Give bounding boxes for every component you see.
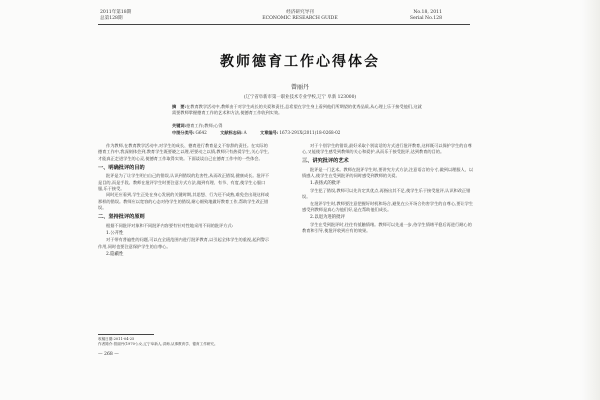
subsection-heading: 1.公开性 — [106, 230, 124, 236]
header-journal-cn: 经济研究导刊 — [286, 10, 314, 15]
document-code-value: A — [243, 130, 247, 135]
section-heading: 二、坚持批评的原则 — [98, 214, 145, 221]
header-issue-line1: 2011年第18期 — [100, 10, 132, 15]
body-paragraph: 批评是一门艺术。教师在批评学生时,要讲究方式方法,注意语言的分寸,做到以理服人、以情感人,使学生在受到批评的同时感受到教师的关爱。 — [302, 166, 474, 179]
author-affiliation: (辽宁省阜新市第一职业技术专业学校,辽宁 阜新 123000) — [243, 95, 357, 100]
body-paragraph: 对于带有普遍性的问题,可以在全班范围内进行批评教育,以引起全体学生的重视,起到警示作用,同时也要注意保护学生的自尊心。 — [98, 237, 270, 249]
header-issue-en-line2: Serial No.128 — [409, 16, 442, 21]
header-issue-en — [410, 10, 442, 22]
subsection-heading: 2.隐蔽性 — [106, 251, 124, 257]
article-title: 教师德育工作心得体会 — [220, 54, 380, 70]
body-paragraph: 学生在受到批评时,往往有抵触情绪。教师可以先退一步,待学生情绪平稳后再进行耐心的教育和引导,使批评收到应有的效果。 — [302, 222, 472, 234]
footnote-received: 收稿日期:2011-04-25 — [98, 337, 135, 341]
header-issue-line2: 总第128期 — [100, 16, 123, 21]
header-journal-en: ECONOMIC RESEARCH GUIDE — [262, 16, 338, 21]
footnote-author-bio: 作者简介:曾丽丹(1970-),女,辽宁阜新人,讲师,从事教育学、德育工作研究。 — [98, 342, 218, 346]
body-paragraph: 同时还应看到,学生正处在身心发展的关键时期,其思想、行为还不成熟,难免会出现这样或那样的错误。教师应以宽容的心态对待学生的错误,耐心细致地做好教育工作,帮助学生改正错误。 — [98, 192, 270, 211]
header-rule — [98, 24, 470, 25]
footnote-rule — [98, 334, 154, 335]
abstract — [172, 104, 424, 116]
body-paragraph: 批评是为了让学生明白自己的错误,认识到错误的危害性,从而改正错误,健康成长。批评不是目的,而是手段。教师在批评学生时要注意方式方法,做到有理、有节、有度,使学生心服口服,乐于接受。 — [98, 173, 270, 192]
keywords — [172, 123, 424, 129]
subsection-heading: 2.以退为进的批评 — [310, 215, 345, 221]
body-paragraph: 学生犯了错误,教师可以先肯定其优点,再指出其不足,使学生乐于接受批评,认识和改正错误。 — [302, 188, 471, 200]
keywords-label: 关键词: — [172, 123, 187, 128]
article-author: 曾丽丹 — [290, 84, 309, 91]
clc-label: 中图分类号: — [172, 130, 195, 135]
clc-value: G642 — [195, 130, 207, 135]
article-id — [260, 130, 340, 135]
article-id-label: 文章编号: — [260, 130, 279, 135]
header-issue-en-line1: No.18, 2011 — [413, 10, 442, 15]
subsection-heading: 1.表扬式的批评 — [310, 181, 341, 187]
section-heading: 三、讲究批评的艺术 — [302, 158, 349, 165]
document-code — [220, 130, 247, 135]
abstract-label: 摘 要: — [172, 104, 187, 109]
body-column-left — [98, 143, 270, 259]
body-paragraph: 在批评学生时,教师要注意把握好时机和场合,避免在公开场合伤害学生的自尊心,要让学生感受到教师是真心为他们好,是在帮助他们成长。 — [302, 200, 474, 213]
body-paragraph: 根据不同批评对象和不同批评内容要有针对性地采用不同的批评方式: — [106, 222, 234, 228]
abstract-text: 在教育教学活动中,教师由于对学生成长的关爱和责任,总希望在学生身上看到他们所期望的优秀品质,从心理上乐于接受他们,这就需要教师掌握德育工作的艺术和方法,使德育工作收到实效。 — [172, 104, 422, 116]
page-number: — 268 — — [98, 352, 119, 357]
body-paragraph: 作为教师,在教育教学活动中,对学生的成长、德育进行教育是义不容辞的责任。在实际的德育工作中,我深刻体会到,教育学生既要晓之以理,更要动之以情,教师只有热爱学生,关心学生,才能真正走进学生的心灵,使德育工作取得实效。下面谈谈自己在德育工作中的一些体会。 — [98, 143, 270, 161]
classification-line — [172, 130, 424, 136]
section-heading: 一、明确批评的目的 — [98, 164, 145, 171]
document-code-label: 文献标志码: — [220, 130, 243, 135]
body-column-right — [302, 143, 474, 235]
running-header — [0, 10, 600, 40]
body-paragraph: 对于个别学生的错误,最好采取个别谈话的方式进行批评教育,这样既可以保护学生的自尊心,又能使学生感受到教师的关心和爱护,从而乐于接受批评,达到教育的目的。 — [302, 143, 472, 155]
header-journal — [0, 10, 600, 22]
article-id-value: 1673-291X(2011)18-0268-02 — [279, 130, 341, 135]
clc-number — [172, 130, 207, 135]
keywords-text: 德育工作;教师;心得 — [186, 123, 223, 128]
